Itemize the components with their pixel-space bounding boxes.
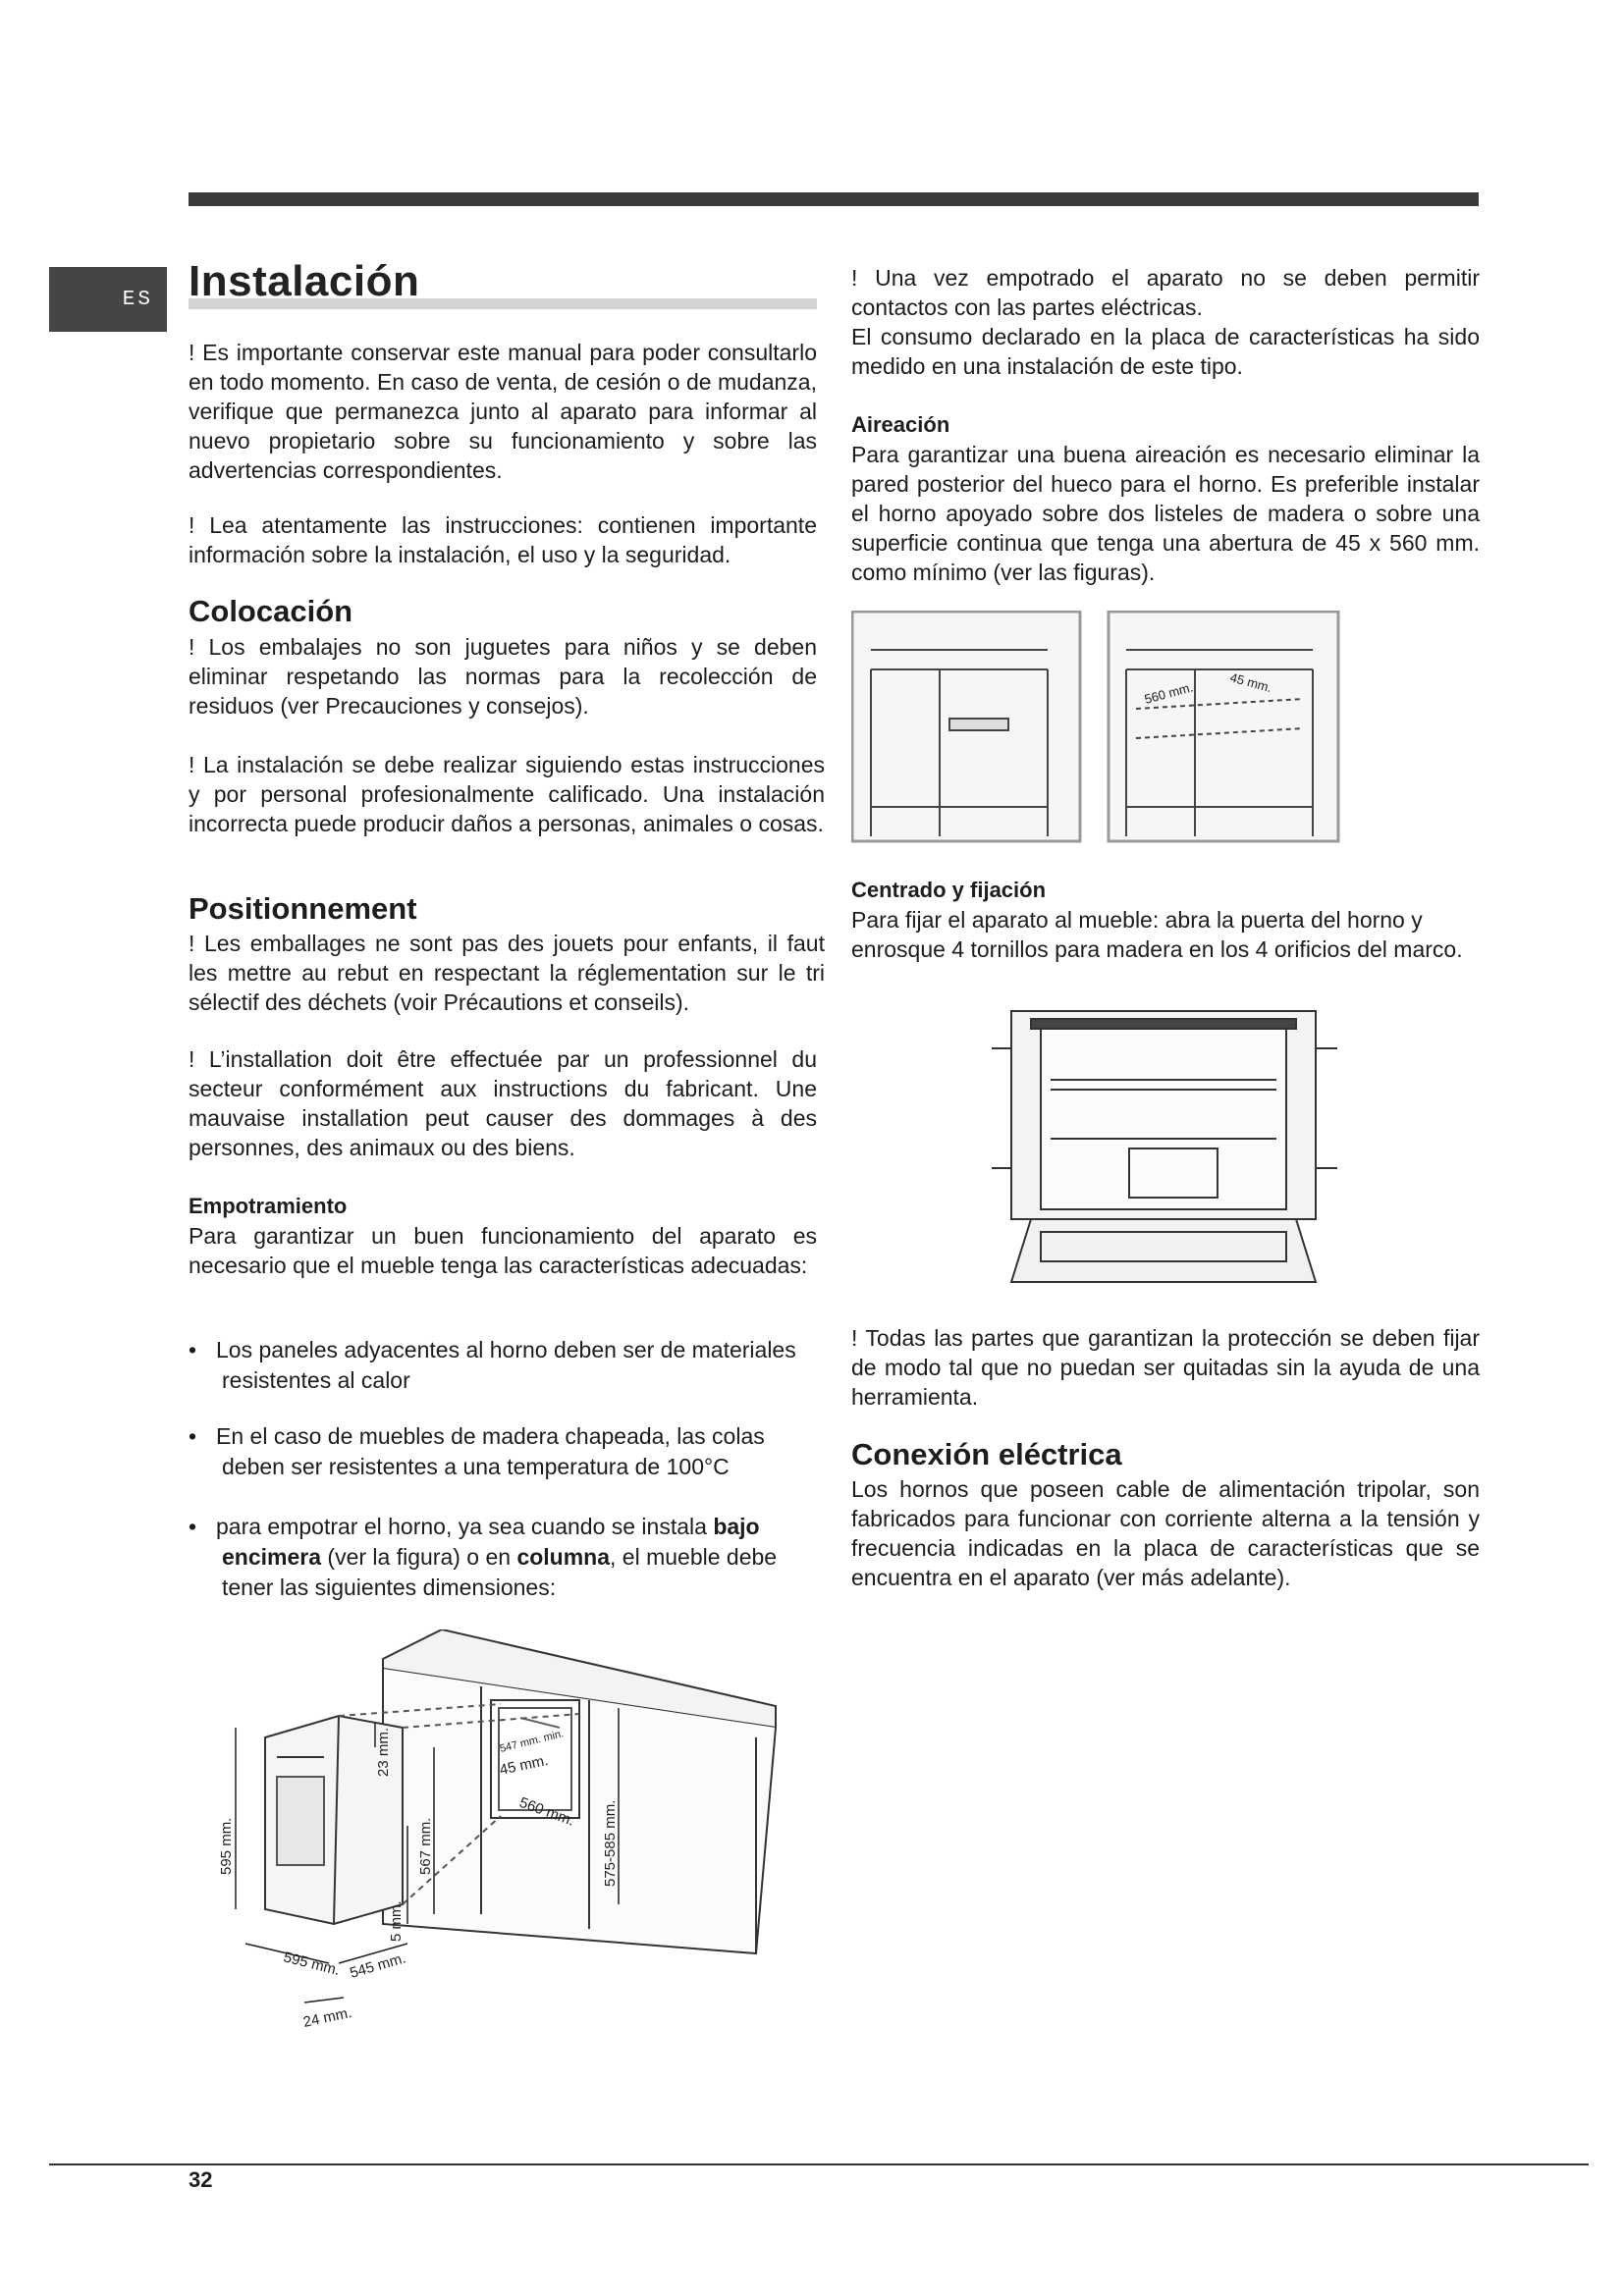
intro-paragraph-2: ! Lea atentamente las instrucciones: contienen importante información sobre la instalación, el uso y la seguridad.	[189, 512, 817, 567]
list-item-line	[216, 1512, 837, 1542]
bullet-dot: •	[189, 1423, 197, 1449]
positionnement-paragraph-2: ! L’installation doit être effectuée par un professionnel du secteur conformément aux instructions du fabricant. Une mauvaise installation peut causer des dommages à des personnes, des animaux ou des biens.	[189, 1046, 817, 1160]
dimension-label: 560 mm.	[1142, 679, 1195, 707]
top-rule	[189, 192, 1479, 206]
dimension-label: 45 mm.	[1228, 669, 1273, 696]
list-item-line: resistentes al calor	[222, 1367, 410, 1393]
list-item-text: para empotrar el horno, ya sea cuando se instala	[216, 1514, 714, 1539]
conexion-heading: Conexión eléctrica	[851, 1437, 1122, 1471]
dimension-label: 547 mm. min.	[498, 1728, 566, 1755]
footer-rule	[49, 2163, 1589, 2165]
dimension-label: 567 mm.	[417, 1817, 434, 1875]
list-item-text: (ver la figura) o en	[321, 1544, 517, 1570]
positionnement-paragraph-1: ! Les emballages ne sont pas des jouets pour enfants, il faut les mettre au rebut en respectant la réglementation sur le tri sélectif des déchets (voir Précautions et conseils).	[189, 931, 825, 1015]
installation-diagram	[206, 1629, 795, 2061]
list-item	[189, 1512, 837, 1603]
dimension-label: 24 mm.	[301, 2003, 353, 2031]
list-item-bold: columna	[516, 1544, 611, 1570]
dimension-label: 45 mm.	[498, 1751, 550, 1779]
dimension-label: 23 mm.	[375, 1727, 392, 1777]
centrado-heading: Centrado y fijación	[851, 878, 1047, 902]
list-item-line: tener las siguientes dimensiones:	[222, 1575, 557, 1600]
colocacion-heading: Colocación	[189, 594, 353, 628]
dimension-label: 560 mm.	[516, 1793, 577, 1830]
page-number: 32	[189, 2167, 213, 2192]
bullet-dot: •	[189, 1514, 197, 1539]
ventilation-figures	[851, 611, 1340, 844]
dimension-label: 575-585 mm.	[602, 1799, 619, 1887]
intro-paragraph-1: ! Es importante conservar este manual para poder consultarlo en todo momento. En caso de venta, de cesión o de mudanza, verifique que permanezca junto al aparato para informar al nuevo propietario sobre su funcionamiento y sobre las advertencias correspondientes.	[189, 340, 817, 483]
oven-fixing-figure	[992, 991, 1345, 1292]
conexion-paragraph: Los hornos que poseen cable de alimentación tripolar, son fabricados para funcionar con corriente alterna a la tensión y frecuencia indicadas en la placa de características que se encuentra en el aparato (ver más adelante).	[851, 1476, 1480, 1590]
empotramiento-heading: Empotramiento	[189, 1194, 348, 1218]
bullet-dot: •	[189, 1337, 197, 1362]
language-code: ES	[122, 288, 153, 311]
list-item-bold: bajo	[713, 1514, 760, 1539]
list-item	[189, 1335, 837, 1396]
centrado-paragraph: Para fijar el aparato al mueble: abra la puerta del horno y enrosque 4 tornillos para madera en los 4 orificios del marco.	[851, 907, 1463, 962]
colocacion-paragraph-1: ! Los embalajes no son juguetes para niños y se deben eliminar respetando las normas para la recolección de residuos (ver Precauciones y consejos).	[189, 634, 817, 719]
dimension-label: 595 mm.	[218, 1817, 235, 1875]
dimension-label: 545 mm.	[348, 1949, 408, 1982]
list-item-line: deben ser resistentes a una temperatura de 100°C	[222, 1454, 730, 1479]
list-item-line: En el caso de muebles de madera chapeada, las colas	[216, 1423, 765, 1449]
positionnement-heading: Positionnement	[189, 891, 417, 926]
list-item-line	[216, 1542, 837, 1573]
dimension-label: 5 mm.	[388, 1900, 405, 1942]
colocacion-paragraph-2: ! La instalación se debe realizar siguiendo estas instrucciones y por personal profesionalmente calificado. Una instalación incorrecta puede producir daños a personas, animales o cosas.	[189, 752, 825, 836]
empotramiento-paragraph: Para garantizar un buen funcionamiento del aparato es necesario que el mueble tenga las características adecuadas:	[189, 1223, 817, 1278]
list-item	[189, 1421, 837, 1482]
page-title: Instalación	[189, 257, 420, 305]
aireacion-heading: Aireación	[851, 412, 950, 437]
list-item-text: , el mueble debe	[610, 1544, 778, 1570]
dimension-label: 595 mm.	[282, 1949, 342, 1979]
aireacion-paragraph: Para garantizar una buena aireación es necesario eliminar la pared posterior del hueco para el horno. Es preferible instalar el horno apoyado sobre dos listeles de madera o sobre una superficie continua que tenga una abertura de 45 x 560 mm. como mínimo (ver las figuras).	[851, 442, 1480, 585]
right-paragraph-2: El consumo declarado en la placa de características ha sido medido en una instalación de este tipo.	[851, 324, 1480, 379]
language-tab	[49, 267, 167, 332]
list-item-bold: encimera	[222, 1544, 322, 1570]
todas-paragraph: ! Todas las partes que garantizan la protección se deben fijar de modo tal que no puedan ser quitadas sin la ayuda de una herramienta.	[851, 1325, 1480, 1410]
right-paragraph-1: ! Una vez empotrado el aparato no se deben permitir contactos con las partes eléctricas.	[851, 265, 1480, 320]
list-item-line: Los paneles adyacentes al horno deben ser de materiales	[216, 1337, 796, 1362]
